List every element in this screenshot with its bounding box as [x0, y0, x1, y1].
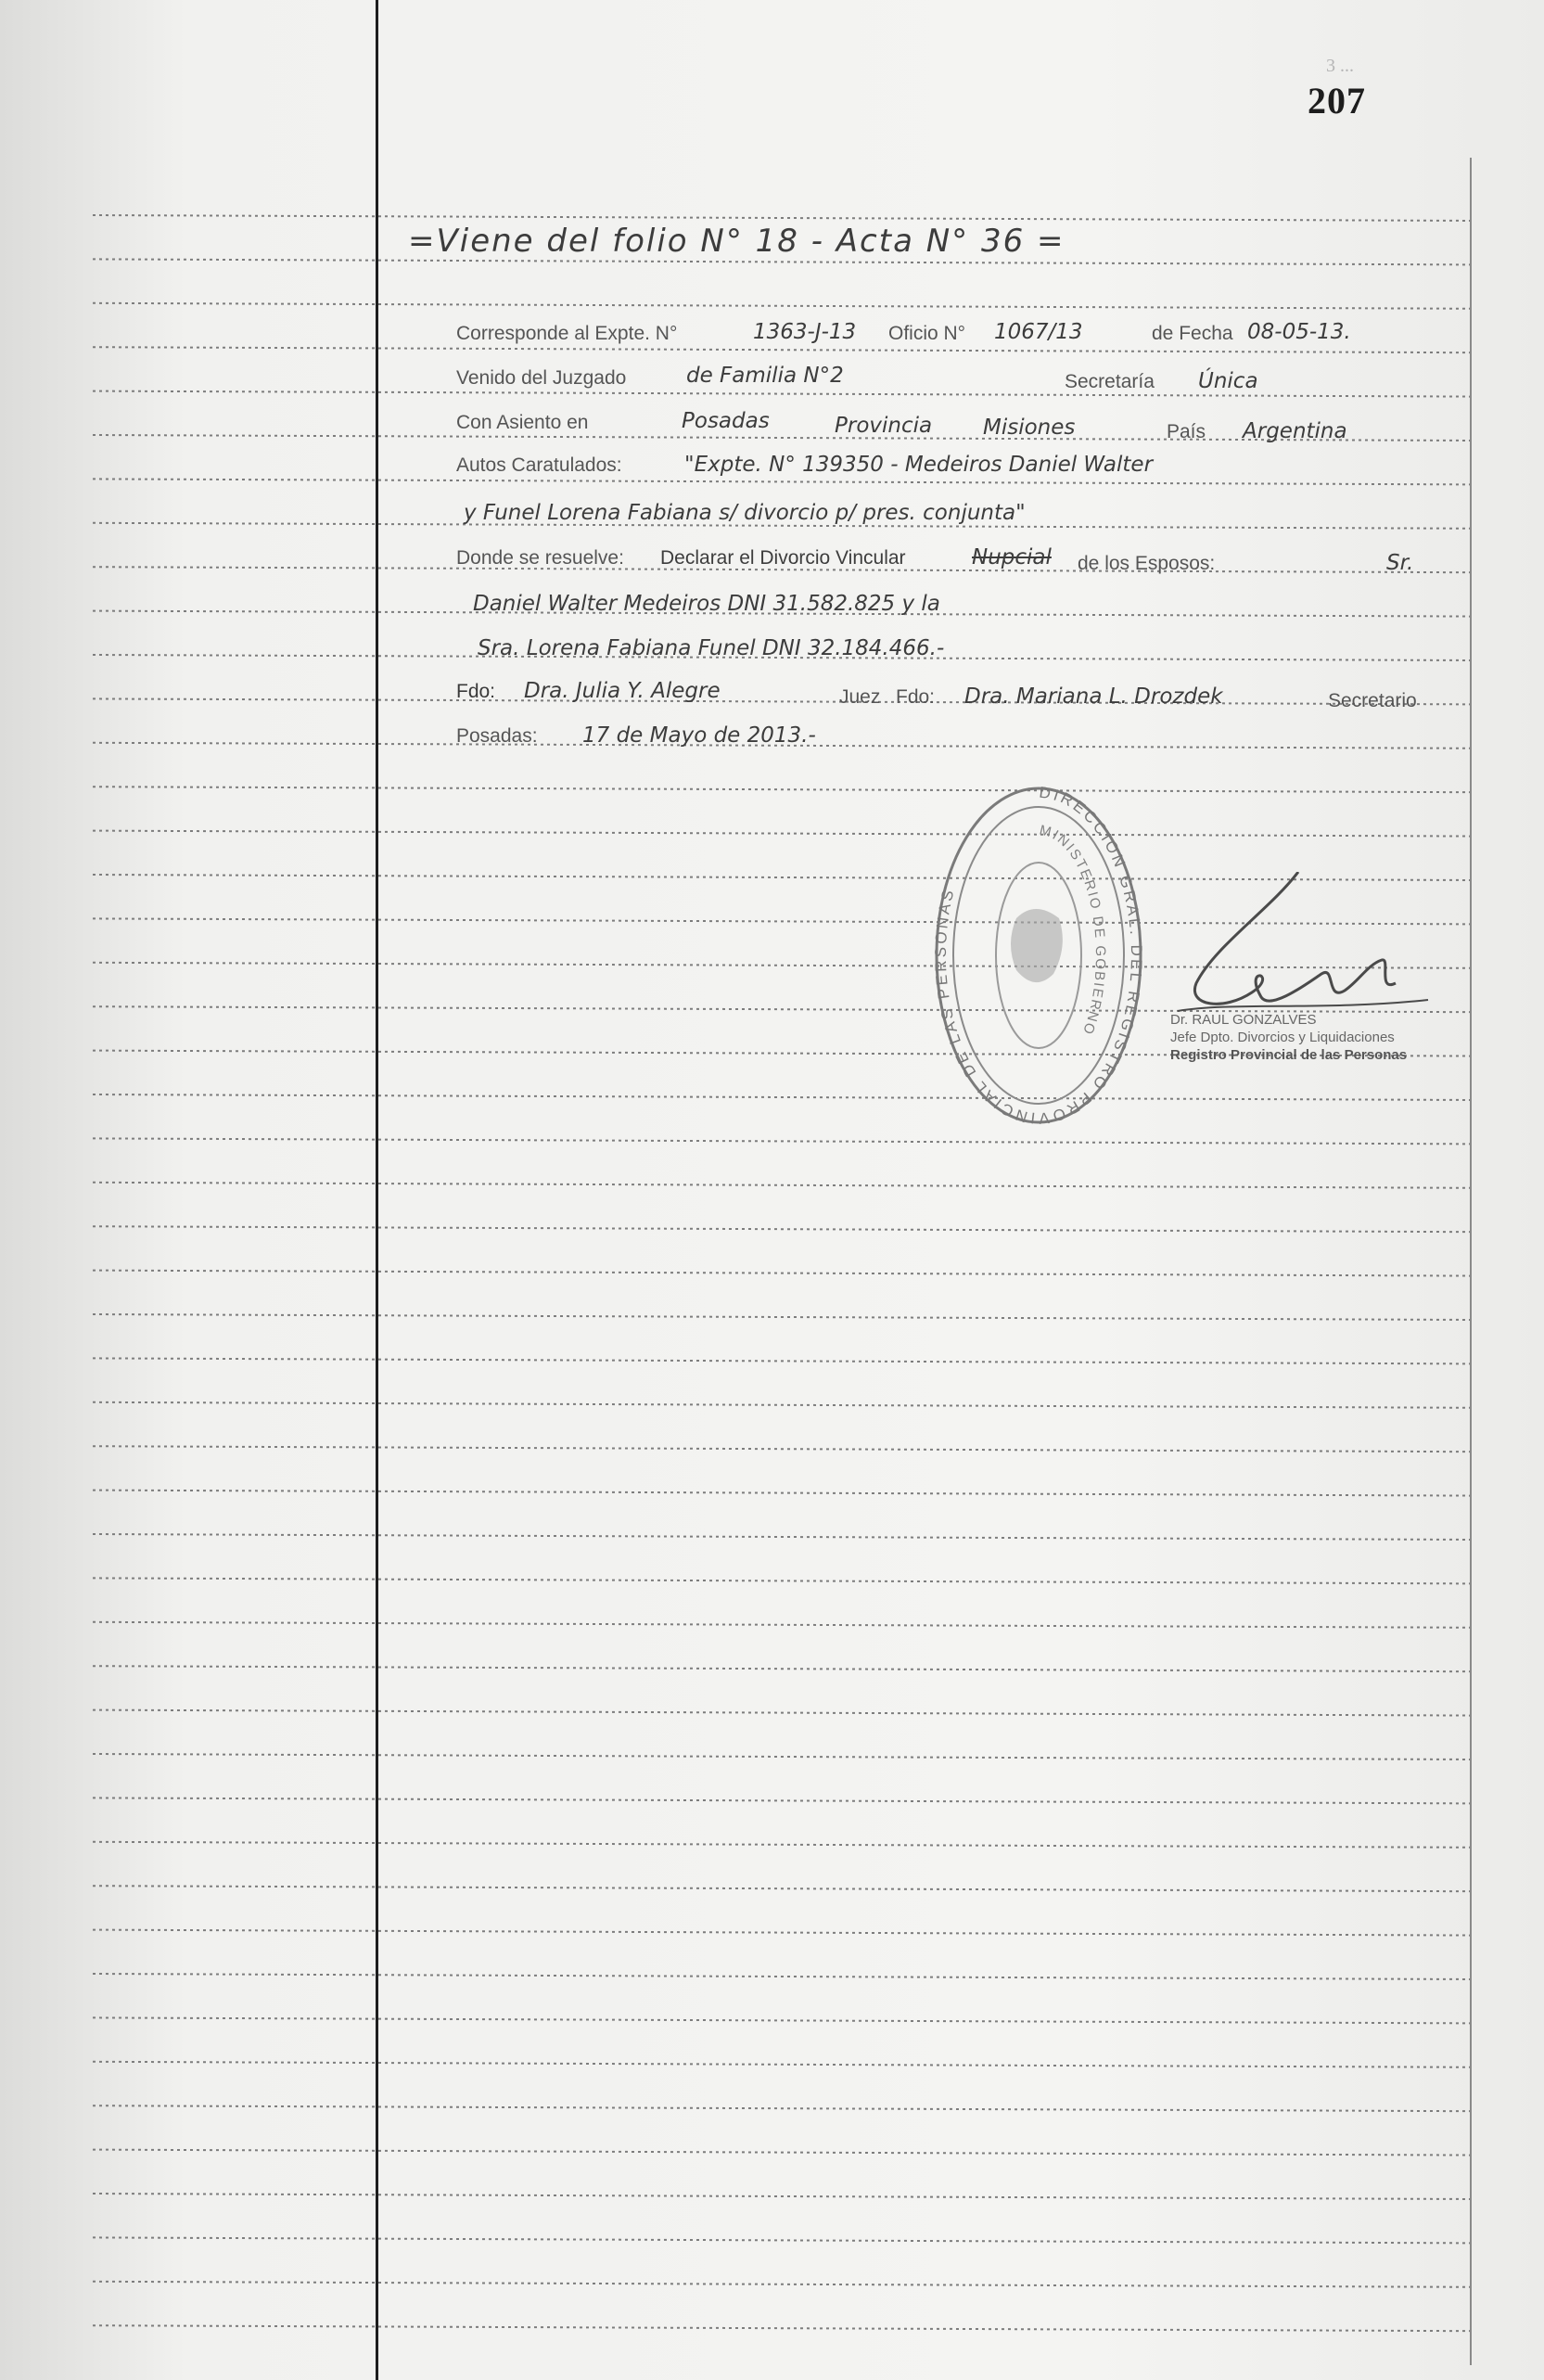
corresponde-label: Corresponde al Expte. N°: [456, 323, 678, 344]
ruled-line: [93, 215, 1474, 221]
pais-label: País: [1167, 421, 1206, 442]
ruled-line: [93, 259, 1474, 264]
provincia-value: Misiones: [983, 416, 1076, 440]
ruled-line: [93, 2282, 1474, 2287]
ruled-line: [93, 391, 1474, 397]
ruled-line: [93, 1798, 1474, 1803]
ruled-line: [93, 831, 1474, 837]
ruled-line: [93, 1974, 1474, 1979]
ruled-line: [93, 1710, 1474, 1716]
ruled-line: [93, 1446, 1474, 1452]
ruled-line: [93, 1666, 1474, 1671]
juzgado-value: de Familia N°2: [686, 364, 844, 388]
resuelve-strike: Nupcial: [972, 545, 1052, 569]
ruled-line: [93, 1094, 1474, 1100]
juez-value: Dra. Julia Y. Alegre: [524, 679, 721, 703]
official-name: Dr. RAUL GONZALVES: [1170, 1012, 1317, 1028]
fdo2-label: Fdo:: [896, 686, 936, 708]
ruled-line: [93, 1358, 1474, 1363]
ruled-line: [93, 698, 1474, 704]
secretaria-label: Secretaría: [1065, 371, 1155, 392]
venido-label: Venido del Juzgado: [456, 367, 627, 389]
expte-value: 1363-J-13: [753, 320, 857, 344]
secretaria-value: Única: [1198, 369, 1258, 393]
official-line2: Registro Provincial de las Personas: [1170, 1047, 1408, 1063]
ruled-line: [93, 1491, 1474, 1496]
ruled-line: [93, 2194, 1474, 2199]
secretario-label: Secretario: [1328, 690, 1417, 711]
ruled-line: [93, 1930, 1474, 1936]
esposos-label: de los Esposos:: [1078, 553, 1216, 574]
asiento-label: Con Asiento en: [456, 412, 589, 433]
stamp-inner-text: MINISTERIO DE GOBIERNO: [1038, 822, 1109, 1038]
ruled-line: [93, 1402, 1474, 1408]
juez-label: Juez: [839, 686, 881, 708]
ruled-line: [93, 1842, 1474, 1848]
autos-label: Autos Caratulados:: [456, 454, 622, 476]
ruled-line: [93, 1622, 1474, 1628]
ruled-line: [93, 2062, 1474, 2067]
folio-faint-mark: 3 ...: [1326, 56, 1354, 76]
esposos-line3: Sra. Lorena Fabiana Funel DNI 32.184.466.-: [478, 636, 945, 660]
folio-number: 207: [1308, 80, 1366, 122]
ruled-line: [93, 2150, 1474, 2156]
stamp-outer-text: DIRECCION GRAL. DEL REGISTRO PROVINCIAL DE LAS PERSONAS: [931, 783, 1146, 1128]
oficio-label: Oficio N°: [888, 323, 966, 344]
secretario-value: Dra. Mariana L. Drozdek: [964, 685, 1223, 709]
ruled-line: [93, 303, 1474, 309]
ruled-line: [93, 347, 1474, 352]
esposo-value: Sr.: [1386, 551, 1414, 575]
ruled-line: [93, 787, 1474, 792]
autos-line2: y Funel Lorena Fabiana s/ divorcio p/ pres. conjunta": [464, 501, 1026, 525]
official-stamp: [927, 779, 1150, 1132]
ruled-line: [93, 2237, 1474, 2243]
official-line1: Jefe Dpto. Divorcios y Liquidaciones: [1170, 1030, 1395, 1045]
ruled-line: [93, 1534, 1474, 1540]
donde-label: Donde se resuelve:: [456, 547, 624, 569]
fecha-value: 08-05-13.: [1247, 320, 1351, 344]
ruled-line: [93, 1754, 1474, 1759]
resuelve-print: Declarar el Divorcio Vincular: [660, 547, 906, 569]
ruled-line: [93, 1314, 1474, 1320]
oficio-value: 1067/13: [994, 320, 1083, 344]
ruled-line: [93, 1183, 1474, 1188]
official-signature-block: [1170, 1011, 1467, 1064]
fdo-label: Fdo:: [456, 681, 496, 702]
esposos-line2: Daniel Walter Medeiros DNI 31.582.825 y la: [473, 592, 940, 616]
margin-line: [376, 0, 378, 2380]
fecha-label: de Fecha: [1152, 323, 1233, 344]
ruled-line: [93, 2105, 1474, 2111]
handwritten-signature: [1159, 872, 1437, 1020]
page-edge: [1470, 158, 1472, 2365]
header-line: =Viene del folio N° 18 - Acta N° 36 =: [408, 223, 1065, 260]
ruled-line: [93, 2325, 1474, 2331]
autos-line1: "Expte. N° 139350 - Medeiros Daniel Walter: [684, 453, 1154, 477]
ciudad-value: Posadas: [682, 409, 770, 433]
provincia-label: Provincia: [835, 414, 933, 438]
ruled-line: [93, 2017, 1474, 2023]
posadas-label: Posadas:: [456, 725, 538, 747]
posadas-date: 17 de Mayo de 2013.-: [582, 723, 816, 748]
pais-value: Argentina: [1243, 419, 1347, 443]
ruled-line: [93, 1578, 1474, 1583]
ruled-line: [93, 1886, 1474, 1891]
ruled-line: [93, 479, 1474, 484]
ruled-line: [93, 1138, 1474, 1144]
ruled-line: [93, 1226, 1474, 1232]
ruled-line: [93, 1271, 1474, 1276]
